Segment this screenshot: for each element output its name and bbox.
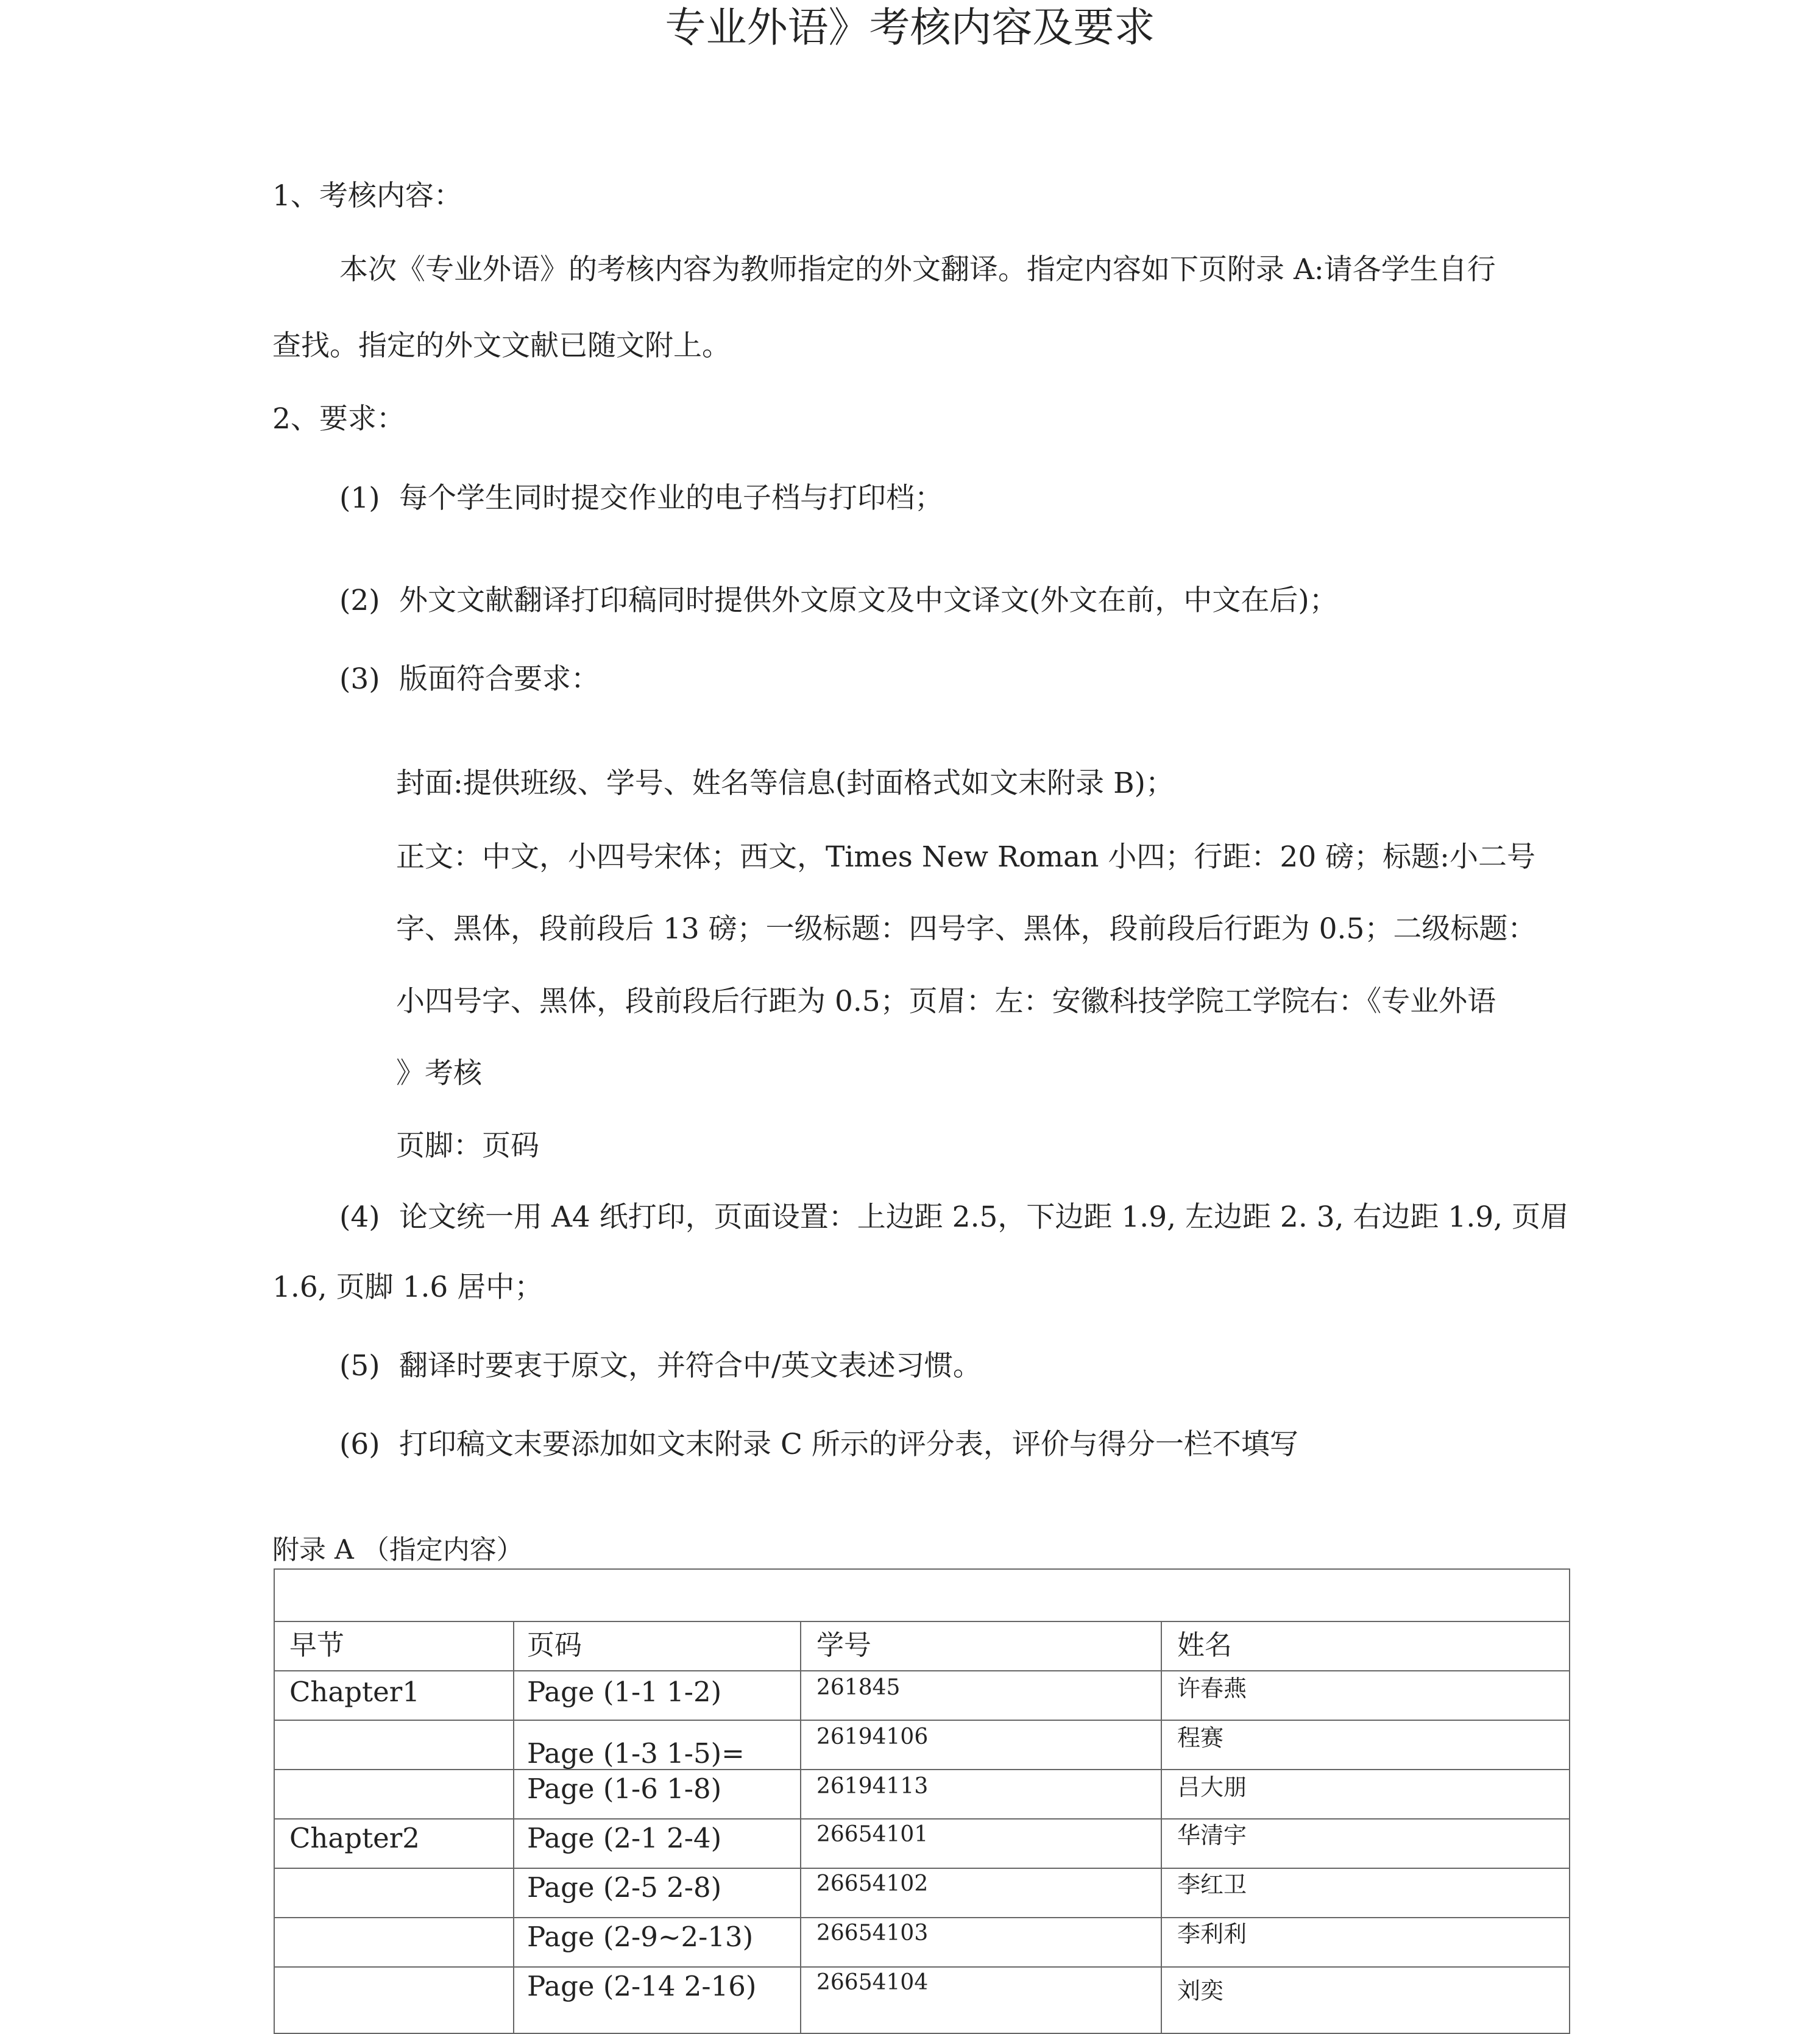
column-header-page: 页码: [527, 1629, 582, 1661]
table-cell-student-id: 26654101: [816, 1822, 929, 1847]
format-line: 字、黑体，段前段后 13 磅；一级标题：四号字、黑体，段前段后行距为 0.5；二级标题：: [396, 912, 1537, 946]
table-cell-student-id: 26654104: [816, 1970, 929, 1995]
item-number: (2): [339, 584, 380, 617]
table-cell-page: Page (1-6 1-8): [527, 1773, 722, 1805]
format-line: 》考核: [396, 1057, 482, 1090]
row-divider: [275, 1917, 1569, 1918]
item-text: 外文文献翻译打印稿同时提供外文原文及中文译文(外文在前，中文在后)；: [399, 584, 1338, 617]
table-cell-name: 程赛: [1177, 1724, 1224, 1751]
row-divider: [275, 1966, 1569, 1968]
table-cell-name: 许春燕: [1177, 1675, 1247, 1702]
section2-heading: 2、要求：: [272, 402, 405, 436]
item-text: 打印稿文末要添加如文末附录 C 所示的评分表，评价与得分一栏不填写: [399, 1428, 1298, 1461]
section1-heading: 1、考核内容：: [272, 179, 462, 213]
table-cell-page: Page (2-9~2-13): [527, 1921, 754, 1953]
table-cell-name: 李利利: [1177, 1921, 1247, 1947]
row-divider: [275, 1621, 1569, 1622]
row-divider: [275, 1818, 1569, 1820]
item-number: (3): [339, 662, 380, 696]
item-text: 论文统一用 A4 纸打印，页面设置：上边距 2.5，下边距 1.9, 左边距 2. 3, 右边距 1.9, 页眉: [399, 1200, 1570, 1234]
column-header-chapter: 早节: [289, 1629, 345, 1661]
section1-body-line2: 查找。指定的外文文献已随文附上。: [272, 329, 731, 363]
format-line: 页脚：页码: [396, 1129, 539, 1163]
table-cell-student-id: 261845: [816, 1675, 901, 1700]
table-cell-page: Page (1-3 1-5)=: [527, 1737, 745, 1770]
table-cell-chapter: Chapter1: [289, 1676, 420, 1708]
column-header-name: 姓名: [1177, 1629, 1233, 1661]
format-line: 封面:提供班级、学号、姓名等信息(封面格式如文末附录 B)；: [396, 767, 1174, 800]
item-text: 每个学生同时提交作业的电子档与打印档；: [399, 481, 943, 515]
column-divider: [513, 1621, 514, 2033]
table-cell-student-id: 26654102: [816, 1871, 929, 1896]
item-number: (4): [339, 1200, 380, 1234]
table-cell-student-id: 26654103: [816, 1921, 929, 1946]
table-cell-page: Page (2-5 2-8): [527, 1871, 722, 1904]
row-divider: [275, 1670, 1569, 1671]
column-header-student-id: 学号: [816, 1629, 872, 1661]
column-divider: [1161, 1621, 1162, 2033]
item-number: (6): [339, 1428, 380, 1461]
table-cell-page: Page (1-1 1-2): [527, 1676, 722, 1708]
table-cell-student-id: 26194106: [816, 1724, 929, 1749]
page-title: 专业外语》考核内容及要求: [665, 4, 1155, 51]
row-divider: [275, 1868, 1569, 1869]
table-cell-student-id: 26194113: [816, 1774, 929, 1799]
table-cell-page: Page (2-14 2-16): [527, 1970, 757, 2002]
table-cell-name: 吕大朋: [1177, 1774, 1247, 1801]
item-text: 翻译时要衷于原文，并符合中/英文表述习惯。: [399, 1349, 982, 1383]
format-line: 小四号字、黑体，段前段后行距为 0.5；页眉：左：安徽科技学院工学院右：《专业外语: [396, 985, 1496, 1018]
appendix-caption: 附录 A （指定内容）: [272, 1534, 523, 1565]
item-text: 版面符合要求：: [399, 662, 600, 696]
row-divider: [275, 1720, 1569, 1721]
item-text-continued: 1.6, 页脚 1.6 居中；: [272, 1270, 544, 1304]
item-number: (5): [339, 1349, 380, 1383]
table-cell-name: 华清宇: [1177, 1822, 1247, 1849]
item-number: (1): [339, 481, 380, 515]
table-cell-name: 刘奕: [1177, 1977, 1224, 2004]
table-cell-name: 李红卫: [1177, 1871, 1247, 1898]
table-cell-page: Page (2-1 2-4): [527, 1822, 722, 1854]
row-divider: [275, 1769, 1569, 1770]
format-line: 正文：中文，小四号宋体；西文，Times New Roman 小四；行距：20 磅；标题:小二号: [396, 840, 1535, 874]
table-cell-chapter: Chapter2: [289, 1822, 420, 1854]
section1-body-line1: 本次《专业外语》的考核内容为教师指定的外文翻译。指定内容如下页附录 A:请各学生自行: [339, 253, 1496, 286]
column-divider: [800, 1621, 801, 2033]
assignment-table: [274, 1568, 1570, 2034]
